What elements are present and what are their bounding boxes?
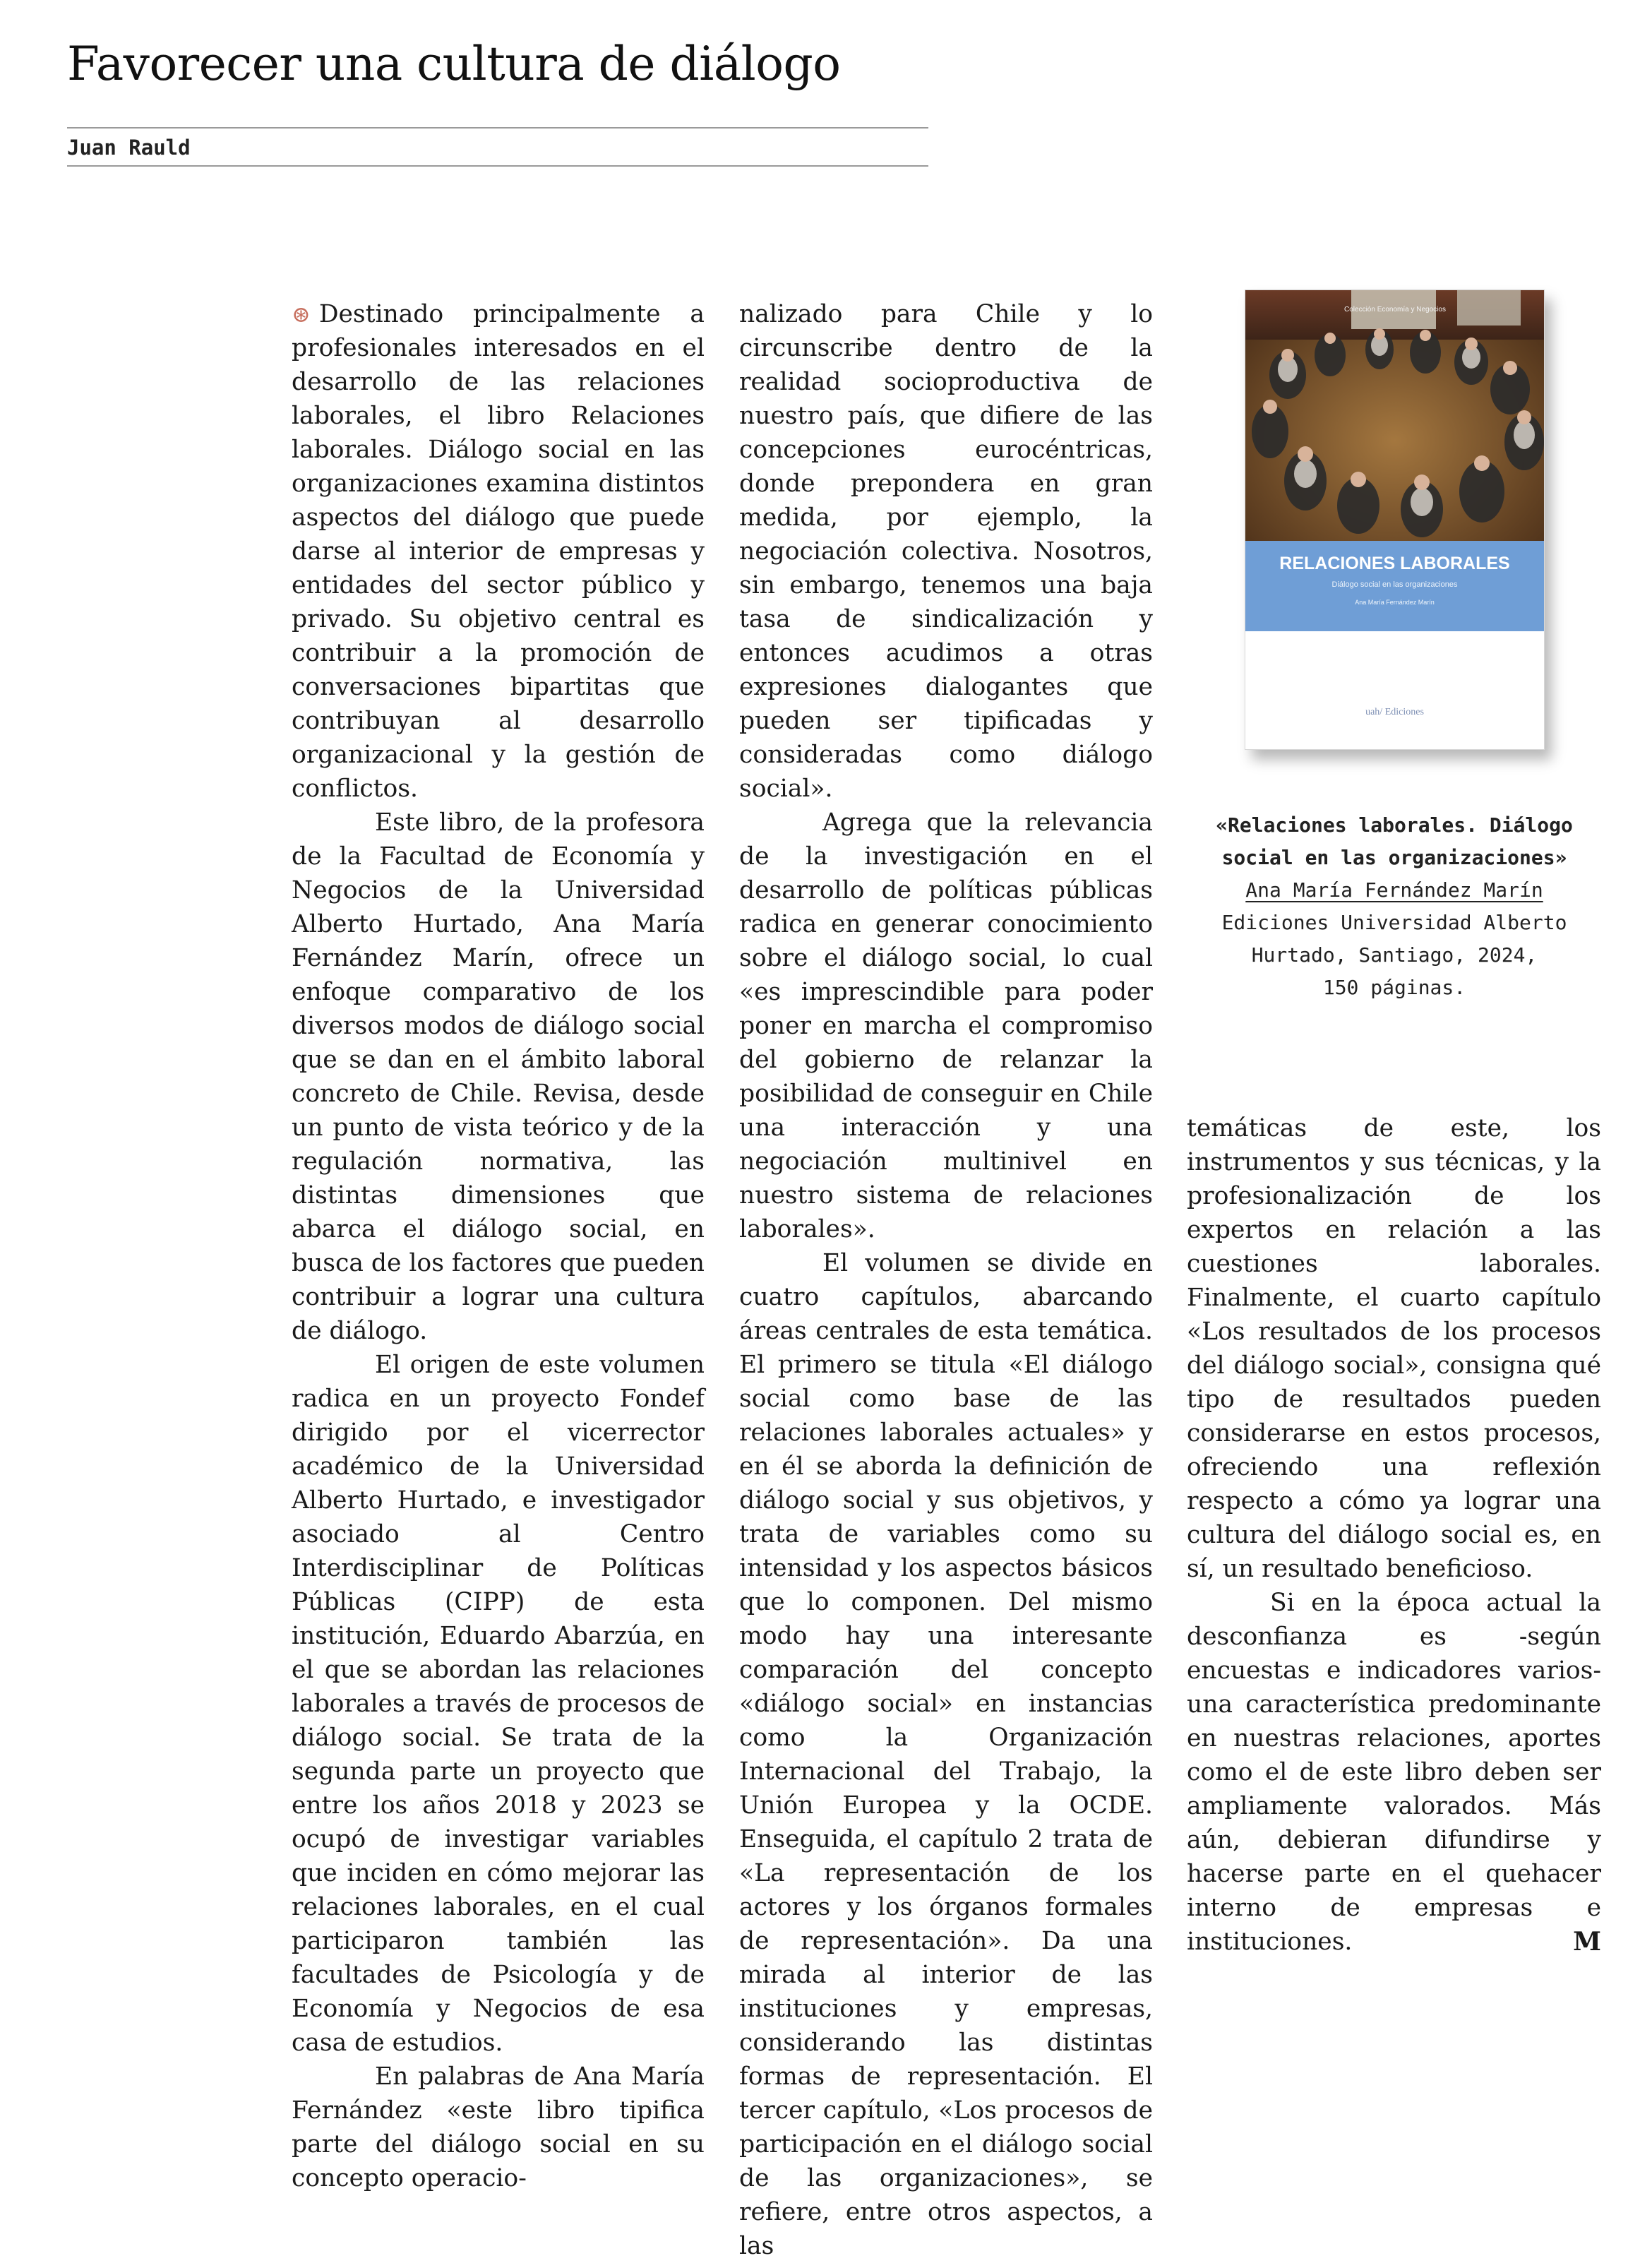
cover-author: Ana María Fernández Marín — [1355, 599, 1435, 606]
text-column-2 — [739, 297, 1153, 2263]
book-cover-image — [1245, 289, 1545, 750]
cover-title: RELACIONES LABORALES — [1279, 554, 1510, 573]
book-caption — [1168, 809, 1620, 1004]
cover-series-label: Colección Economía y Negocios — [1344, 306, 1446, 314]
caption-publisher-line: Hurtado, Santiago, 2024, — [1251, 943, 1538, 967]
title-divider — [67, 127, 928, 129]
paragraph: En palabras de Ana María Fernández «este libro tipifica parte del diálogo social en su concepto operacio- — [292, 2062, 705, 2192]
paragraph: El volumen se divide en cuatro capítulos, abarcando áreas centrales de esta temática. El primero se titula «El diálogo social como base de las relaciones laborales actuales» y en él se aborda la definición de diálogo social y sus objetivos, y trata de variables como su intensidad y los aspectos básicos que lo componen. Del mismo modo hay una interesante comparación del concepto «diálogo social» en instancias como la Organización Internacional del Trabajo, la Unión Europea y la OCDE. Enseguida, el capítulo 2 trata de «La representación de los actores y los órganos formales de representación». Da una mirada al interior de las instituciones y empresas, considerando las distintas formas de representación. El tercer capítulo, «Los procesos de participación en el diálogo social de las organizaciones», se refiere, entre otros aspectos, a las — [739, 1249, 1153, 2260]
caption-title-line: «Relaciones laborales. Diálogo — [1216, 813, 1573, 837]
article-title: Favorecer una cultura de diálogo — [67, 37, 841, 91]
paragraph: Este libro, de la profesora de la Facultad de Economía y Negocios de la Universidad Alberto Hurtado, Ana María Fernández Marín, ofrece un enfoque comparativo de los diversos modos de diálogo social que se dan en el ámbito laboral concreto de Chile. Revisa, desde un punto de vista teórico y de la regulación normativa, las distintas dimensiones que abarca el diálogo social, en busca de los factores que pueden contribuir a lograr una cultura de diálogo. — [292, 808, 705, 1345]
paragraph: Agrega que la relevancia de la investigación en el desarrollo de políticas públicas radica en generar conocimiento sobre el diálogo social, lo cual «es imprescindible para poder poner en marcha el compromiso del gobierno de relanzar la posibilidad de conseguir en Chile una interacción y una negociación multinivel en nuestro sistema de relaciones laborales». — [739, 808, 1153, 1243]
paragraph: nalizado para Chile y lo circunscribe dentro de la realidad socioproductiva de nuestro país, que difiere de las concepciones eurocéntricas, donde prepondera en gran medida, por ejemplo, la negociación colectiva. Nosotros, sin embargo, tenemos una baja tasa de sindicalización y entonces acudimos a otras expresiones dialogantes que pueden ser tipificadas y consideradas como diálogo social». — [739, 300, 1153, 803]
caption-publisher-line: Ediciones Universidad Alberto — [1221, 911, 1567, 934]
caption-pages: 150 páginas. — [1322, 976, 1466, 999]
text-column-3 — [1187, 1111, 1601, 1959]
paragraph: temáticas de este, los instrumentos y sus técnicas, y la profesionalización de los expertos en relación a las cuestiones laborales. Finalmente, el cuarto capítulo «Los resultados de los procesos del diálogo social», consigna qué tipo de resultados pueden considerarse en estos procesos, ofreciendo una reflexión respecto a cómo ya lograr una cultura del diálogo social es, en sí, un resultado beneficioso. — [1187, 1114, 1601, 1583]
author-divider — [67, 165, 928, 167]
flower-ornament-icon: ⊛ — [292, 301, 311, 328]
paragraph-text: Si en la época actual la desconfianza es -según encuestas e indicadores varios- una característica predominante en nuestras relaciones, aportes como el de este libro deben ser ampliamente valorados. Más aún, debieran difundirse y hacerse parte en el quehacer interno de empresas e instituciones. — [1187, 1589, 1601, 1956]
article-author: Juan Rauld — [67, 136, 191, 160]
caption-title-line: social en las organizaciones» — [1221, 846, 1567, 869]
paragraph-text: Destinado principalmente a profesionales interesados en el desarrollo de las relaciones laborales, el libro Relaciones laborales. Diálogo social en las organizaciones examina distintos aspectos del diálogo que puede darse al interior de empresas y entidades del sector público y privado. Su objetivo central es contribuir a la promoción de conversaciones bipartitas que contribuyan al desarrollo organizacional y la gestión de conflictos. — [292, 300, 705, 803]
paragraph — [292, 297, 705, 806]
cover-photo — [1245, 290, 1544, 541]
paragraph: El origen de este volumen radica en un proyecto Fondef dirigido por el vicerrector académico de la Universidad Alberto Hurtado, e investigador asociado al Centro Interdisciplinar de Políticas Públicas (CIPP) de esta institución, Eduardo Abarzúa, en el que se abordan las relaciones laborales a través de procesos de diálogo social. Se trata de la segunda parte un proyecto que entre los años 2018 y 2023 se ocupó de investigar variables que inciden en cómo mejorar las relaciones laborales, en el cual participaron también las facultades de Psicología y de Economía y Negocios de esa casa de estudios. — [292, 1351, 705, 2057]
paragraph — [1187, 1586, 1601, 1959]
cover-subtitle: Diálogo social en las organizaciones — [1331, 580, 1458, 589]
cover-publisher-logo: uah/ Ediciones — [1365, 707, 1424, 717]
cover-title-band — [1245, 541, 1544, 631]
meeting-circle-photo-icon — [1245, 290, 1544, 541]
end-mark: M — [1573, 1927, 1601, 1957]
caption-author: Ana María Fernández Marín — [1245, 878, 1543, 902]
text-column-1 — [292, 297, 705, 2195]
